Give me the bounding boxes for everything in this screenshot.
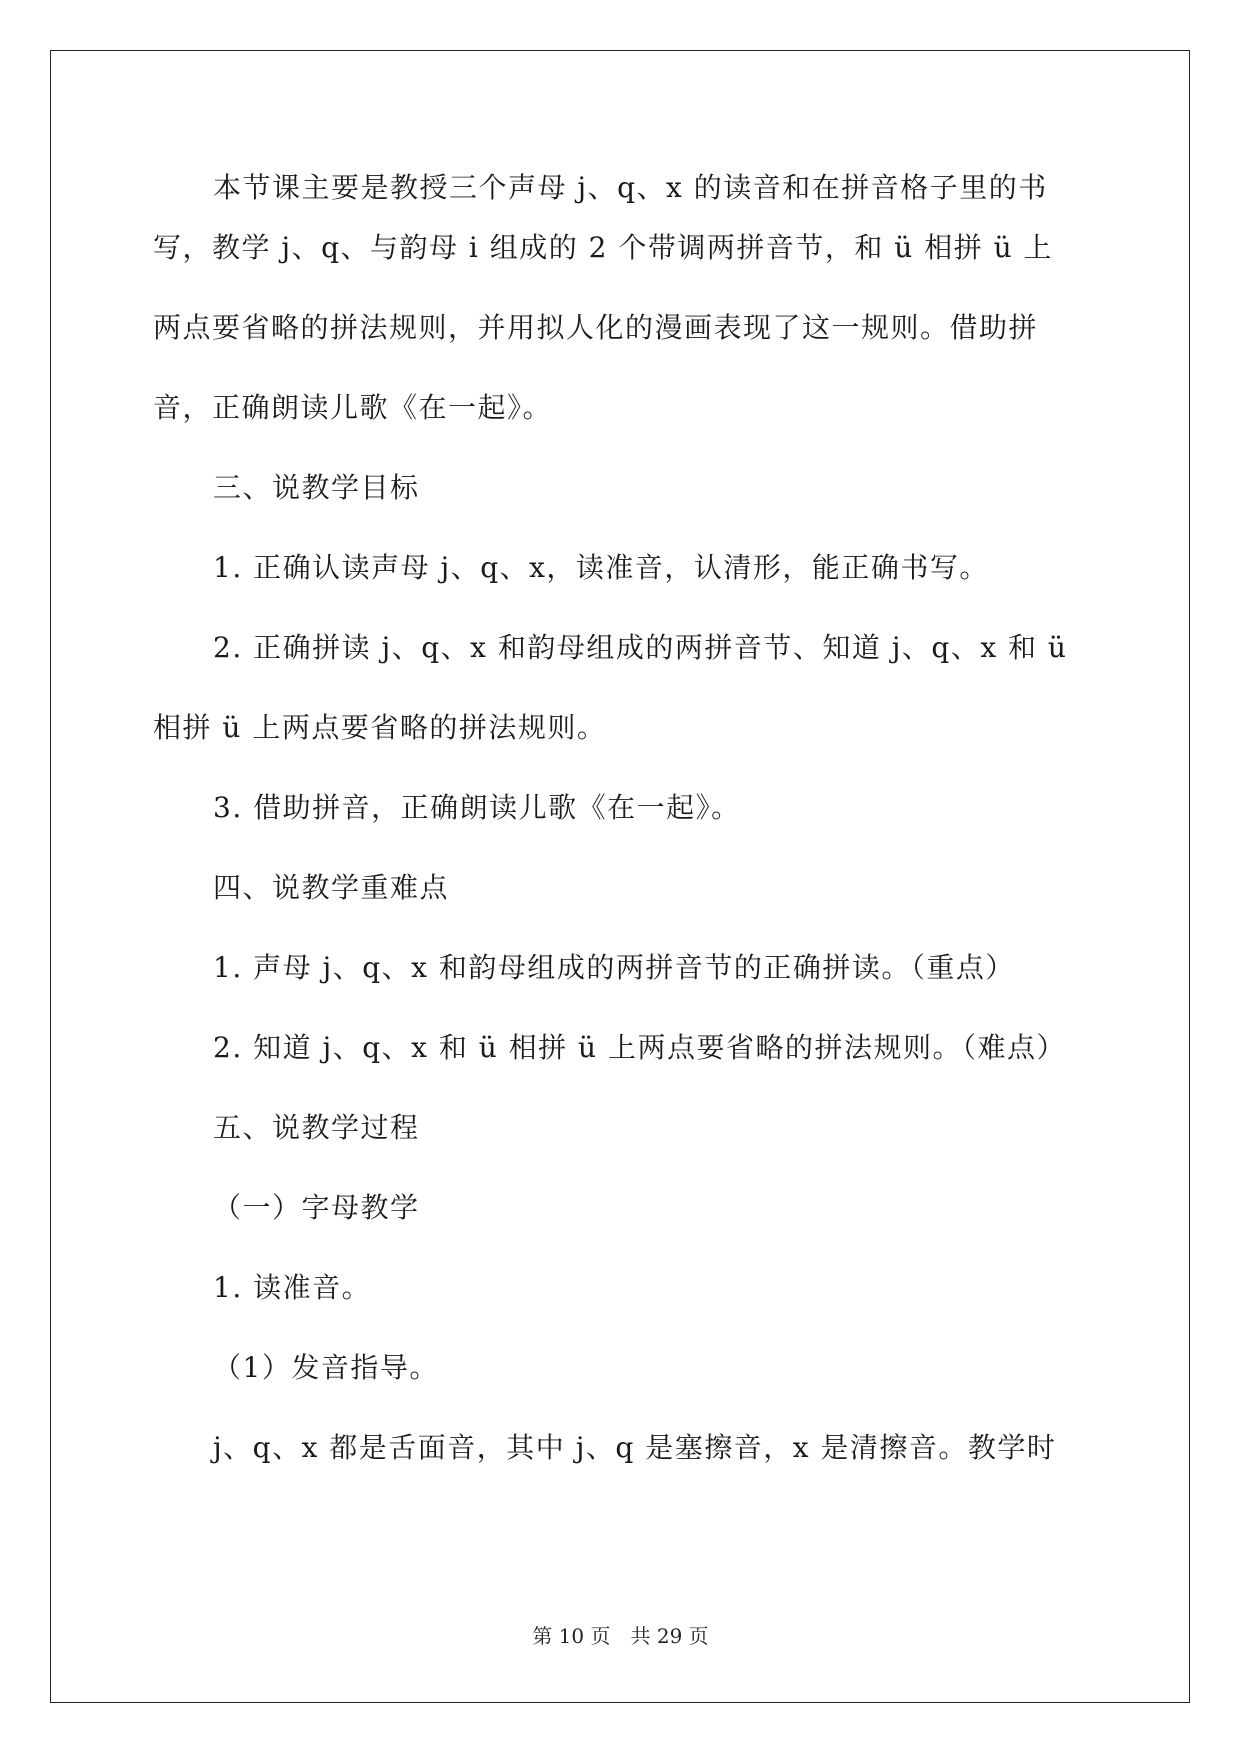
paragraph-line: 相拼 ü 上两点要省略的拼法规则。 — [153, 711, 607, 744]
page-footer: 第 10 页 共 29 页 — [532, 1624, 709, 1648]
list-item: 2. 正确拼读 j、q、x 和韵母组成的两拼音节、知道 j、q、x 和 ü — [213, 631, 1068, 664]
paragraph-line: 音，正确朗读儿歌《在一起》。 — [153, 391, 553, 424]
paragraph-line: j、q、x 都是舌面音，其中 j、q 是塞擦音，x 是清擦音。教学时 — [213, 1431, 1057, 1464]
paragraph-line: 写，教学 j、q、与韵母 i 组成的 2 个带调两拼音节，和 ü 相拼 ü 上 — [153, 231, 1054, 264]
list-item: 1. 声母 j、q、x 和韵母组成的两拼音节的正确拼读。（重点） — [213, 951, 1015, 984]
paragraph-line: 本节课主要是教授三个声母 j、q、x 的读音和在拼音格子里的书 — [213, 171, 1048, 204]
section-heading: 四、说教学重难点 — [213, 871, 450, 904]
list-item: 1. 读准音。 — [213, 1271, 372, 1304]
subsection-heading: （一）字母教学 — [213, 1191, 420, 1224]
list-item: 3. 借助拼音，正确朗读儿歌《在一起》。 — [213, 791, 741, 824]
list-item: （1）发音指导。 — [213, 1351, 439, 1384]
list-item: 1. 正确认读声母 j、q、x，读准音，认清形，能正确书写。 — [213, 551, 989, 584]
list-item: 2. 知道 j、q、x 和 ü 相拼 ü 上两点要省略的拼法规则。（难点） — [213, 1031, 1066, 1064]
paragraph-line: 两点要省略的拼法规则，并用拟人化的漫画表现了这一规则。借助拼 — [153, 311, 1039, 344]
section-heading: 五、说教学过程 — [213, 1111, 420, 1144]
section-heading: 三、说教学目标 — [213, 471, 420, 504]
